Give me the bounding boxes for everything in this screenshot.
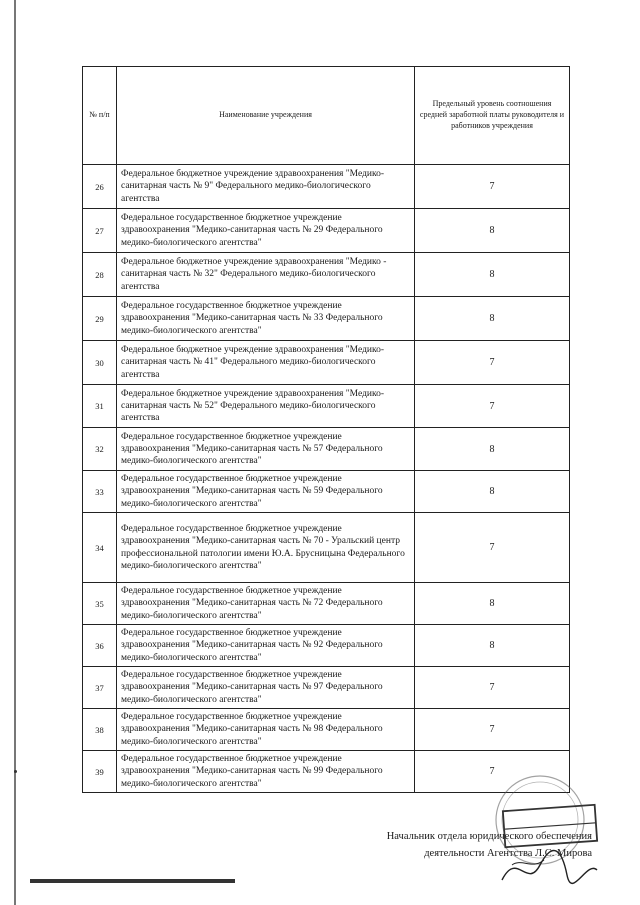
scan-bottom-bar — [30, 879, 235, 883]
scan-speck — [14, 770, 17, 773]
row-number: 34 — [83, 513, 117, 583]
row-institution-name: Федеральное бюджетное учреждение здравоохранения "Медико-санитарная часть № 9" Федерального медико-биологического агентства — [117, 165, 415, 209]
table-row — [83, 165, 570, 209]
row-institution-name: Федеральное государственное бюджетное учреждение здравоохранения "Медико-санитарная часть № 98 Федерального медико-биологического агентства" — [117, 709, 415, 751]
row-number: 26 — [83, 165, 117, 209]
row-institution-name: Федеральное бюджетное учреждение здравоохранения "Медико - санитарная часть № 32" Федерального медико-биологического агентства — [117, 253, 415, 297]
signatory-line-1: Начальник отдела юридического обеспечения — [386, 831, 592, 842]
row-ratio-value: 7 — [415, 709, 570, 751]
table-row — [83, 385, 570, 428]
table-body — [83, 165, 570, 793]
row-ratio-value: 8 — [415, 253, 570, 297]
row-number: 39 — [83, 751, 117, 793]
header-salary-ratio: Предельный уровень соотношения средней заработной платы руководителя и работников учреждения — [415, 67, 570, 165]
table-row — [83, 253, 570, 297]
row-number: 37 — [83, 667, 117, 709]
row-number: 28 — [83, 253, 117, 297]
row-number: 31 — [83, 385, 117, 428]
row-ratio-value: 7 — [415, 751, 570, 793]
row-ratio-value: 8 — [415, 471, 570, 513]
row-ratio-value: 8 — [415, 625, 570, 667]
row-number: 33 — [83, 471, 117, 513]
row-ratio-value: 7 — [415, 667, 570, 709]
row-institution-name: Федеральное государственное бюджетное учреждение здравоохранения "Медико-санитарная часть № 97 Федерального медико-биологического агентства" — [117, 667, 415, 709]
row-ratio-value: 8 — [415, 583, 570, 625]
header-number: № п/п — [83, 67, 117, 165]
certified-copy-stamp — [492, 770, 602, 890]
row-number: 30 — [83, 341, 117, 385]
row-institution-name: Федеральное государственное бюджетное учреждение здравоохранения "Медико-санитарная часть № 29 Федерального медико-биологического агентства" — [117, 209, 415, 253]
row-ratio-value: 7 — [415, 385, 570, 428]
table-row — [83, 428, 570, 471]
header-institution-name: Наименование учреждения — [117, 67, 415, 165]
row-number: 32 — [83, 428, 117, 471]
signatory-line-2: деятельности Агентства Л.С. Мирова — [424, 847, 592, 859]
row-institution-name: Федеральное государственное бюджетное учреждение здравоохранения "Медико-санитарная часть № 33 Федерального медико-биологического агентства" — [117, 297, 415, 341]
row-number: 29 — [83, 297, 117, 341]
row-institution-name: Федеральное государственное бюджетное учреждение здравоохранения "Медико-санитарная часть № 72 Федерального медико-биологического агентства" — [117, 583, 415, 625]
table-header-row — [83, 67, 570, 165]
row-institution-name: Федеральное государственное бюджетное учреждение здравоохранения "Медико-санитарная часть № 92 Федерального медико-биологического агентства" — [117, 625, 415, 667]
row-ratio-value: 8 — [415, 297, 570, 341]
row-ratio-value: 7 — [415, 513, 570, 583]
row-institution-name: Федеральное государственное бюджетное учреждение здравоохранения "Медико-санитарная часть № 59 Федерального медико-биологического агентства" — [117, 471, 415, 513]
row-number: 35 — [83, 583, 117, 625]
row-institution-name: Федеральное государственное бюджетное учреждение здравоохранения "Медико-санитарная часть № 57 Федерального медико-биологического агентства" — [117, 428, 415, 471]
row-ratio-value: 7 — [415, 341, 570, 385]
table-row — [83, 625, 570, 667]
table-row — [83, 513, 570, 583]
table-row — [83, 297, 570, 341]
row-institution-name: Федеральное государственное бюджетное учреждение здравоохранения "Медико-санитарная часть № 70 - Уральский центр профессиональной патологии имени Ю.А. Брусницына Федерального медико-биологического агентства" — [117, 513, 415, 583]
row-institution-name: Федеральное бюджетное учреждение здравоохранения "Медико-санитарная часть № 41" Федерального медико-биологического агентства — [117, 341, 415, 385]
row-number: 27 — [83, 209, 117, 253]
row-number: 38 — [83, 709, 117, 751]
row-ratio-value: 8 — [415, 209, 570, 253]
institutions-table — [82, 66, 570, 793]
table-row — [83, 341, 570, 385]
table-row — [83, 209, 570, 253]
table-row — [83, 709, 570, 751]
table-row — [83, 471, 570, 513]
table-row — [83, 583, 570, 625]
row-institution-name: Федеральное государственное бюджетное учреждение здравоохранения "Медико-санитарная часть № 99 Федерального медико-биологического агентства" — [117, 751, 415, 793]
table-row — [83, 667, 570, 709]
row-institution-name: Федеральное бюджетное учреждение здравоохранения "Медико-санитарная часть № 52" Федерального медико-биологического агентства — [117, 385, 415, 428]
row-number: 36 — [83, 625, 117, 667]
row-ratio-value: 7 — [415, 165, 570, 209]
row-ratio-value: 8 — [415, 428, 570, 471]
